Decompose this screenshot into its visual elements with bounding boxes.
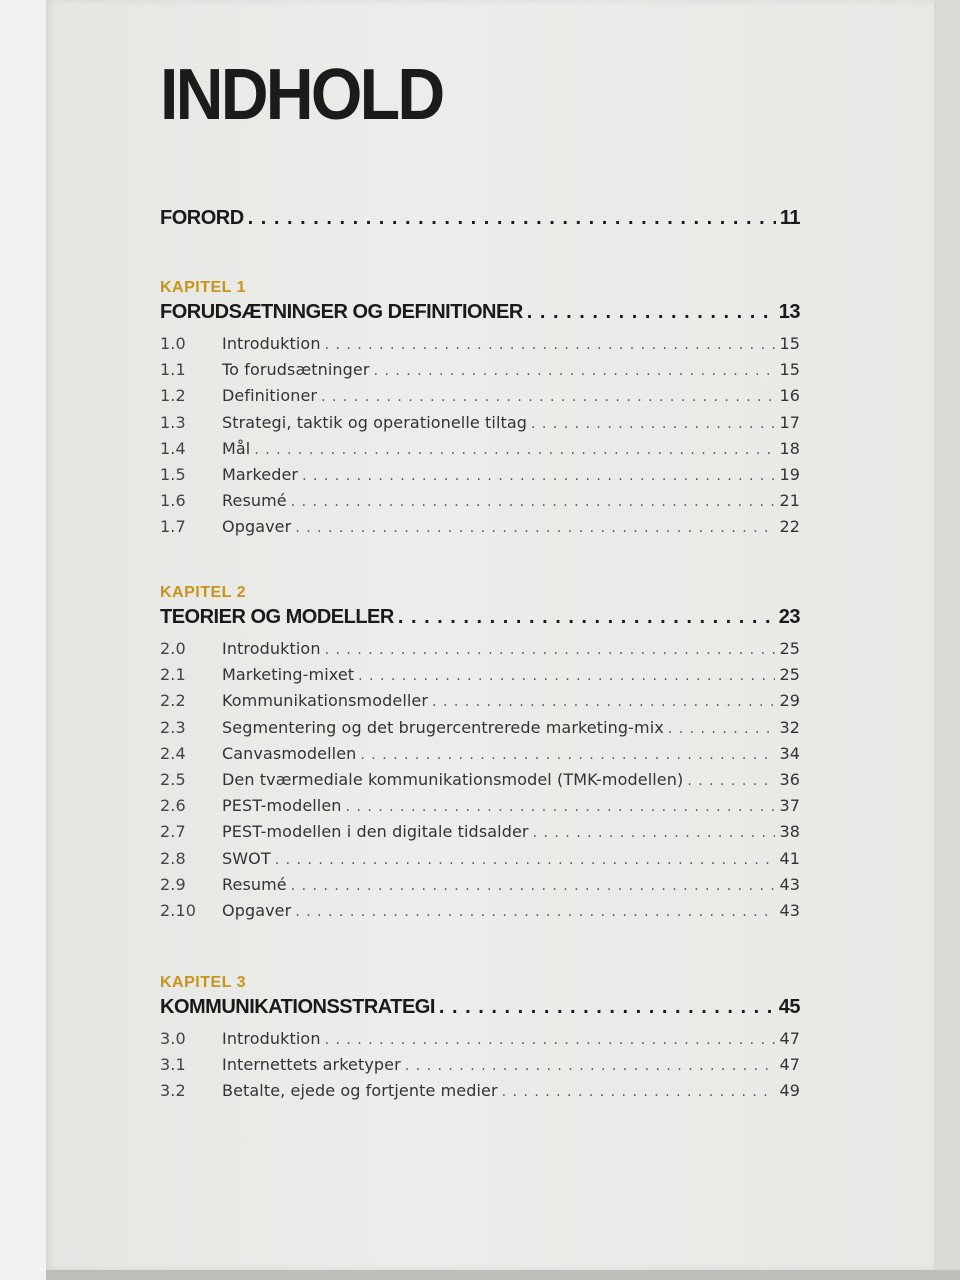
entry-page: 25 [779,665,800,685]
entry-label: To forudsætninger [222,360,370,380]
chapter-heading-label: KOMMUNIKATIONSSTRATEGI [160,996,435,1018]
dot-leader [325,637,776,662]
entry-label: Resumé [222,491,287,511]
dot-leader [668,716,776,741]
foreword-section [160,207,800,237]
dot-leader [254,437,775,462]
entry-number: 1.4 [160,438,186,458]
chapter-label: KAPITEL 1 [160,279,246,296]
chapter-1-section [160,275,800,541]
entry-number: 2.9 [160,874,186,894]
entry-number: 1.1 [160,360,186,380]
entry-label: Mål [222,438,251,458]
entry-label: Introduktion [222,334,321,353]
dot-leader [432,689,775,714]
toc-entry[interactable] [160,636,800,662]
entry-label: Introduktion [222,639,321,658]
dot-leader [533,820,776,845]
chapter-heading-page: 23 [778,606,800,628]
entry-page: 29 [779,691,800,711]
chapter-label: KAPITEL 3 [160,974,246,991]
toc-entry[interactable] [160,1026,800,1052]
dot-leader [291,873,776,898]
entry-page: 34 [779,743,800,763]
dot-leader [687,768,775,793]
entry-number: 2.5 [160,769,186,789]
entry-label: Introduktion [222,1029,321,1048]
dot-leader [502,1079,776,1104]
toc-entry[interactable] [160,383,800,409]
toc-entry[interactable] [160,331,800,357]
entry-label: Betalte, ejede og fortjente medier [222,1081,498,1101]
entry-page: 43 [779,874,800,894]
entry-number: 3.2 [160,1081,186,1101]
entry-number: 1.3 [160,412,186,432]
toc-entry[interactable] [160,819,800,845]
entry-number: 2.10 [160,900,197,920]
entry-page: 19 [779,464,800,484]
toc-foreword[interactable] [160,207,800,237]
entry-page: 49 [779,1081,800,1101]
dot-leader [248,207,776,230]
entry-number: 2.3 [160,717,186,737]
entry-label: Definitioner [222,386,318,406]
dot-leader [325,332,776,357]
toc-entry[interactable] [160,715,800,741]
chapter-heading-label: FORUDSÆTNINGER OG DEFINITIONER [160,301,523,323]
entry-number: 2.0 [160,639,186,658]
entry-label: SWOT [222,848,271,868]
entry-page: 43 [779,900,800,920]
foreword-page: 11 [779,207,800,229]
entry-page: 41 [779,848,800,868]
entry-label: Opgaver [222,517,292,537]
chapter-heading[interactable] [160,606,800,636]
toc-entry[interactable] [160,1052,800,1078]
toc-entry[interactable] [160,462,800,488]
dot-leader [439,996,775,1019]
entry-page: 47 [779,1055,800,1075]
entry-number: 2.7 [160,822,186,842]
entry-number: 2.8 [160,848,186,868]
chapter-2-section [160,580,800,924]
chapter-heading-label: TEORIER OG MODELLER [160,606,394,628]
toc-entry[interactable] [160,410,800,436]
toc-entry[interactable] [160,767,800,793]
page-title: INDHOLD [160,55,443,135]
dot-leader [295,515,775,540]
entry-page: 36 [779,769,800,789]
toc-entry[interactable] [160,662,800,688]
dot-leader [374,358,776,383]
entry-number: 1.2 [160,386,186,406]
entry-page: 21 [779,491,800,511]
entry-label: Strategi, taktik og operationelle tiltag [222,412,528,432]
dot-leader [321,384,775,409]
chapter-label: KAPITEL 2 [160,584,246,601]
entry-label: Resumé [222,874,287,894]
dot-leader [358,663,775,688]
dot-leader [275,847,776,872]
left-page-edge [0,0,46,1280]
toc-entry[interactable] [160,898,800,924]
entry-number: 1.6 [160,491,186,511]
entry-page: 38 [779,822,800,842]
entry-page: 37 [779,796,800,816]
dot-leader [527,301,775,324]
entry-number: 1.0 [160,334,186,353]
chapter-heading-page: 45 [778,996,800,1018]
dot-leader [360,742,775,767]
entry-page: 47 [779,1029,800,1048]
entry-label: Den tværmediale kommunikationsmodel (TMK-modellen) [222,769,684,789]
entry-page: 32 [779,717,800,737]
entry-page: 16 [779,386,800,406]
entry-number: 2.4 [160,743,186,763]
entry-label: Internettets arketyper [222,1055,401,1075]
toc-entry[interactable] [160,688,800,714]
entry-label: Marketing-mixet [222,665,355,685]
entry-label: Markeder [222,464,299,484]
dot-leader [346,794,776,819]
toc-entry[interactable] [160,357,800,383]
entry-page: 22 [779,517,800,537]
foreword-label: FORORD [160,207,244,229]
chapter-3-section [160,970,800,1105]
dot-leader [405,1053,776,1078]
entry-page: 18 [779,438,800,458]
toc-entry[interactable] [160,741,800,767]
toc-entry[interactable] [160,514,800,540]
entry-label: Segmentering og det brugercentrerede marketing-mix [222,717,664,737]
entry-number: 2.2 [160,691,186,711]
entry-number: 2.6 [160,796,186,816]
dot-leader [302,463,775,488]
toc-entry[interactable] [160,488,800,514]
chapter-heading[interactable] [160,996,800,1026]
entry-number: 2.1 [160,665,186,685]
bottom-page-edge [46,1270,960,1280]
chapter-heading[interactable] [160,301,800,331]
dot-leader [295,899,775,924]
toc-entry[interactable] [160,793,800,819]
entry-page: 15 [779,360,800,380]
dot-leader [398,606,775,629]
entry-label: PEST-modellen [222,796,342,816]
chapter-heading-page: 13 [778,301,800,323]
entry-number: 3.1 [160,1055,186,1075]
entry-page: 17 [779,412,800,432]
entry-page: 15 [779,334,800,353]
dot-leader [291,489,776,514]
table-of-contents [160,55,800,1101]
entry-label: PEST-modellen i den digitale tidsalder [222,822,529,842]
dot-leader [325,1027,776,1052]
toc-entry[interactable] [160,872,800,898]
toc-entry[interactable] [160,1078,800,1104]
entry-label: Canvasmodellen [222,743,357,763]
entry-number: 1.7 [160,517,186,537]
toc-entry[interactable] [160,846,800,872]
entry-label: Opgaver [222,900,292,920]
entry-number: 1.5 [160,464,186,484]
entry-number: 3.0 [160,1029,186,1048]
entry-page: 25 [779,639,800,658]
entry-label: Kommunikationsmodeller [222,691,429,711]
dot-leader [531,411,775,436]
toc-entry[interactable] [160,436,800,462]
